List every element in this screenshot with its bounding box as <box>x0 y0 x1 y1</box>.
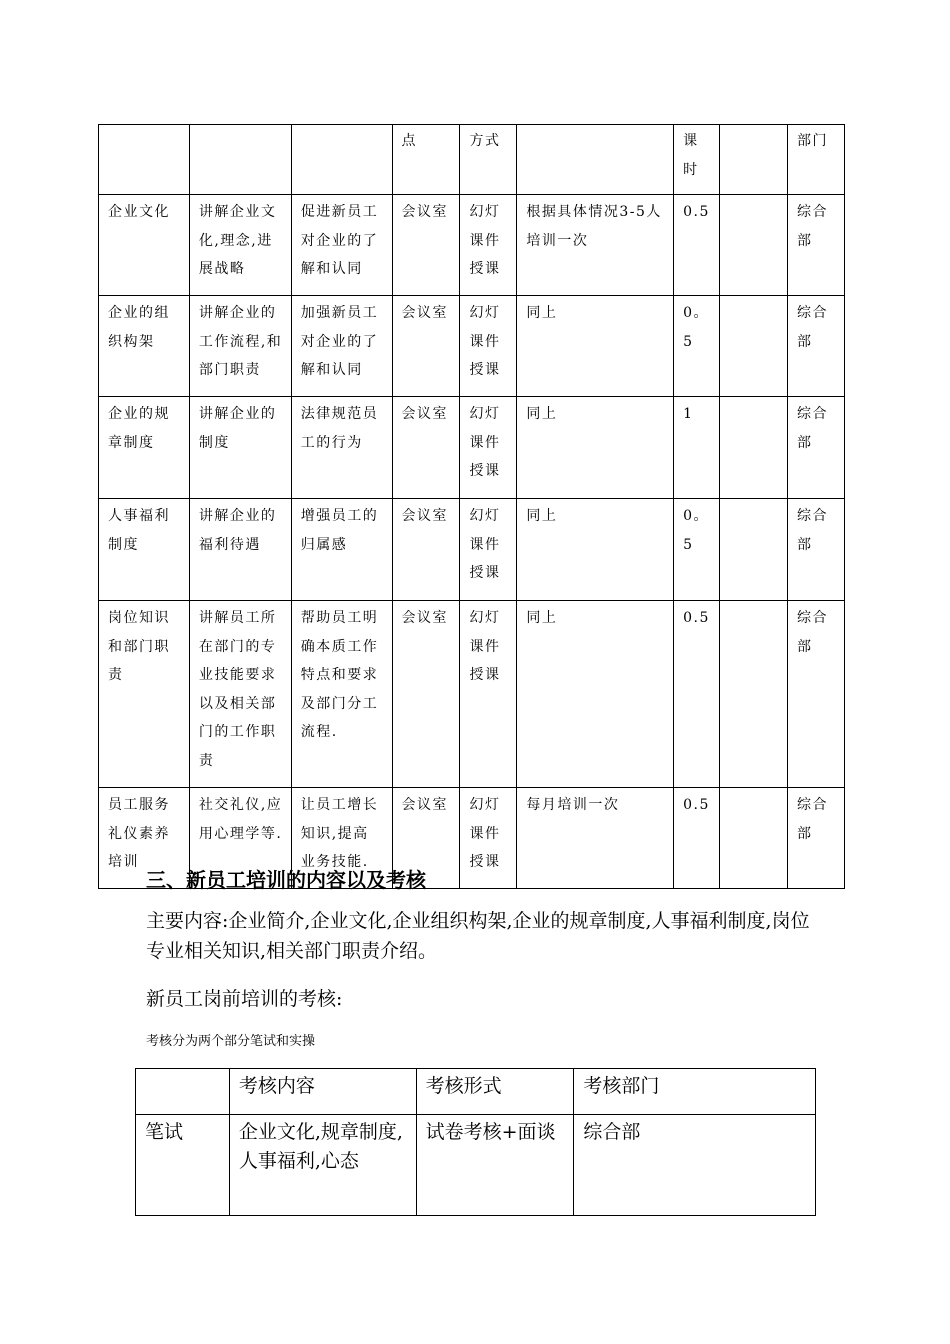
header-cell: 考核内容 <box>229 1069 416 1115</box>
table-cell: 1 <box>674 397 720 499</box>
header-cell: 课时 <box>674 125 720 195</box>
header-cell: 考核部门 <box>574 1069 816 1115</box>
table-cell: 岗位知识和部门职责 <box>99 601 190 788</box>
header-cell: 方式 <box>460 125 517 195</box>
assessment-table <box>135 1068 816 1216</box>
table-cell: 会议室 <box>392 788 460 889</box>
table-cell: 会议室 <box>392 296 460 397</box>
training-plan-table <box>98 124 845 889</box>
table-cell: 综合部 <box>787 601 844 788</box>
header-cell: 部门 <box>787 125 844 195</box>
table-header-row <box>99 125 845 195</box>
table-cell: 员工服务礼仪素养培训 <box>99 788 190 889</box>
table-cell: 0.5 <box>674 601 720 788</box>
table-cell: 会议室 <box>392 601 460 788</box>
table-cell: 增强员工的归属感 <box>291 499 392 601</box>
table-cell <box>720 788 788 889</box>
table-cell: 幻灯课件授课 <box>460 195 517 296</box>
table-cell: 讲解企业的工作流程,和部门职责 <box>189 296 291 397</box>
table-cell: 促进新员工对企业的了解和认同 <box>291 195 392 296</box>
table-cell: 幻灯课件授课 <box>460 397 517 499</box>
table-cell: 0.5 <box>674 195 720 296</box>
table-cell: 0.5 <box>674 788 720 889</box>
table-cell: 人事福利制度 <box>99 499 190 601</box>
table-cell: 幻灯课件授课 <box>460 499 517 601</box>
table-cell <box>720 499 788 601</box>
table-cell: 综合部 <box>787 788 844 889</box>
header-cell: 点 <box>392 125 460 195</box>
table-cell: 讲解企业的制度 <box>189 397 291 499</box>
assessment-note: 考核分为两个部分笔试和实操 <box>146 1034 316 1049</box>
table-cell: 每月培训一次 <box>517 788 674 889</box>
table-cell <box>720 601 788 788</box>
table-cell: 幻灯课件授课 <box>460 296 517 397</box>
table-cell: 0。5 <box>674 499 720 601</box>
table-cell: 综合部 <box>574 1115 816 1216</box>
header-cell <box>189 125 291 195</box>
table-cell: 会议室 <box>392 499 460 601</box>
table-row <box>99 195 845 296</box>
table-cell: 同上 <box>517 397 674 499</box>
table-cell: 加强新员工对企业的了解和认同 <box>291 296 392 397</box>
table-cell: 讲解企业的福利待遇 <box>189 499 291 601</box>
table-row <box>99 499 845 601</box>
table-cell: 综合部 <box>787 296 844 397</box>
table-row <box>136 1115 816 1216</box>
table-cell: 帮助员工明确本质工作特点和要求及部门分工流程. <box>291 601 392 788</box>
table-header-row <box>136 1069 816 1115</box>
header-cell <box>720 125 788 195</box>
table-row <box>99 601 845 788</box>
header-cell <box>99 125 190 195</box>
table-cell <box>720 296 788 397</box>
table-cell <box>720 397 788 499</box>
header-cell <box>136 1069 230 1115</box>
table-cell: 0。5 <box>674 296 720 397</box>
table-cell: 综合部 <box>787 397 844 499</box>
table-cell: 综合部 <box>787 195 844 296</box>
table-row <box>99 296 845 397</box>
assessment-title: 新员工岗前培训的考核: <box>146 988 343 1010</box>
header-cell <box>291 125 392 195</box>
table-cell: 综合部 <box>787 499 844 601</box>
table-cell: 会议室 <box>392 397 460 499</box>
table-cell: 笔试 <box>136 1115 230 1216</box>
header-cell <box>517 125 674 195</box>
table-cell: 幻灯课件授课 <box>460 788 517 889</box>
table-cell: 同上 <box>517 296 674 397</box>
table-cell: 企业文化,规章制度,人事福利,心态 <box>229 1115 416 1216</box>
table-cell: 试卷考核+面谈 <box>416 1115 574 1216</box>
table-cell: 讲解员工所在部门的专业技能要求以及相关部门的工作职责 <box>189 601 291 788</box>
table-cell: 讲解企业文化,理念,进展战略 <box>189 195 291 296</box>
table-cell: 企业文化 <box>99 195 190 296</box>
table-cell: 根据具体情况3-5人培训一次 <box>517 195 674 296</box>
main-content-paragraph: 主要内容:企业简介,企业文化,企业组织构架,企业的规章制度,人事福利制度,岗位专业相关知识,相关部门职责介绍。 <box>146 910 810 962</box>
table-cell: 同上 <box>517 601 674 788</box>
table-cell: 同上 <box>517 499 674 601</box>
table-cell: 让员工增长知识,提高业务技能. <box>291 788 392 889</box>
table-cell: 企业的组织构架 <box>99 296 190 397</box>
table-row <box>99 397 845 499</box>
table-cell: 社交礼仪,应用心理学等. <box>189 788 291 889</box>
header-cell: 考核形式 <box>416 1069 574 1115</box>
table-cell <box>720 195 788 296</box>
table-cell: 企业的规章制度 <box>99 397 190 499</box>
section-heading: 三、新员工培训的内容以及考核 <box>146 868 426 892</box>
table-cell: 会议室 <box>392 195 460 296</box>
table-cell: 法律规范员工的行为 <box>291 397 392 499</box>
table-cell: 幻灯课件授课 <box>460 601 517 788</box>
